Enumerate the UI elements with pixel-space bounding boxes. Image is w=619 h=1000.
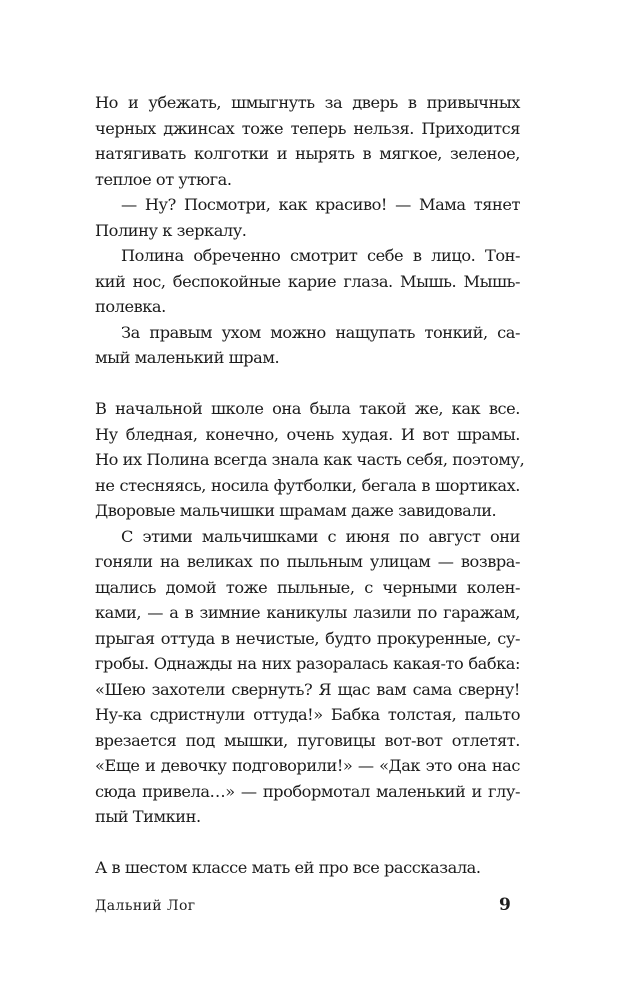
section-break (95, 830, 520, 856)
text-line: сюда привела…» — пробормотал маленький и глу- (95, 781, 520, 801)
text-line: «Шею захотели свернуть? Я щас вам сама сверну! (95, 679, 520, 699)
text-line: Полина обреченно смотрит себе в лицо. Тон- (121, 246, 520, 265)
text-line: За правым ухом можно нащупать тонкий, са- (121, 322, 520, 342)
text-line: прыгая оттуда в нечистые, будто прокуренные, су- (95, 628, 520, 648)
text-line: ками, — а в зимние каникулы лазили по гаражам, (95, 603, 520, 622)
text-line: С этими мальчишками с июня по август они (121, 526, 520, 546)
running-title: Дальний Лог (95, 898, 196, 914)
text-line: гробы. Однажды на них разоралась какая-то бабка: (95, 654, 520, 673)
text-line: полевка. (95, 297, 166, 316)
text-line: натягивать колготки и нырять в мягкое, зеленое, (95, 144, 520, 163)
text-line: В начальной школе она была такой же, как все. (95, 399, 520, 418)
text-line: теплое от утюга. (95, 169, 232, 189)
body-text (95, 90, 525, 881)
paragraph (95, 396, 525, 524)
text-line: Ну бледная, конечно, очень худая. И вот шрамы. (95, 424, 520, 444)
paragraph (95, 320, 520, 371)
paragraph (95, 192, 520, 243)
paragraph (95, 243, 520, 320)
text-line: Но их Полина всегда знала как часть себя, поэтому, (95, 450, 525, 469)
text-line: пый Тимкин. (95, 807, 201, 826)
text-line: Полину к зеркалу. (95, 220, 247, 240)
text-line: кий нос, беспокойные карие глаза. Мышь. Мышь- (95, 271, 520, 291)
text-line: «Еще и девочку подговорили!» — «Дак это она нас (95, 756, 520, 775)
paragraph (95, 90, 520, 192)
text-line: — Ну? Посмотри, как красиво! — Мама тянет (121, 195, 520, 214)
text-line: гоняли на великах по пыльным улицам — возвра- (95, 552, 520, 571)
text-line: Но и убежать, шмыгнуть за дверь в привычных (95, 93, 520, 112)
text-line: щались домой тоже пыльные, с черными колен- (95, 577, 520, 597)
paragraph (95, 855, 520, 881)
text-line: не стесняясь, носила футболки, бегала в шортиках. (95, 475, 520, 495)
paragraph (95, 524, 520, 830)
text-line: Дворовые мальчишки шрамам даже завидовали. (95, 501, 497, 520)
section-break (95, 371, 520, 397)
page-number: 9 (499, 895, 511, 915)
text-line: врезается под мышки, пуговицы вот-вот отлетят. (95, 730, 520, 750)
text-line: черных джинсах тоже теперь нельзя. Приходится (95, 118, 520, 138)
text-line: А в шестом классе мать ей про все рассказала. (95, 858, 481, 877)
text-line: мый маленький шрам. (95, 348, 280, 367)
text-line: Ну-ка сдристнули оттуда!» Бабка толстая, пальто (95, 705, 520, 724)
